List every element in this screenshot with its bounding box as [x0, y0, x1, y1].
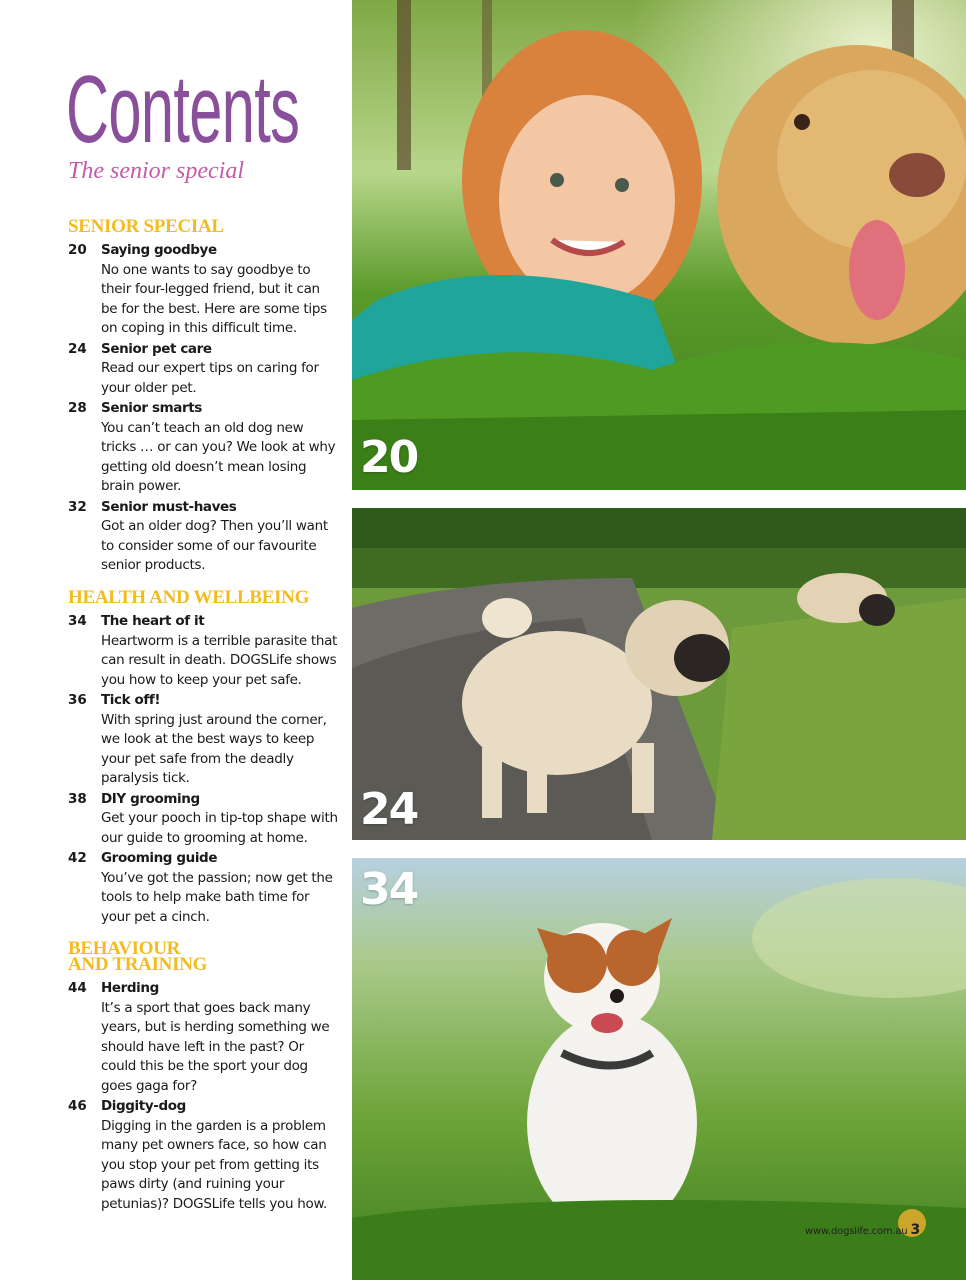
- page-number: 24: [68, 340, 87, 357]
- footer-page-number: 3: [910, 1222, 920, 1238]
- section-senior-special: [68, 216, 340, 577]
- contents-column: [0, 0, 352, 1280]
- toc-entry[interactable]: [68, 340, 340, 399]
- section-behaviour-and-training: [68, 938, 340, 1215]
- entry-title: Saying goodbye: [101, 242, 217, 258]
- toc-entry[interactable]: [68, 979, 340, 1096]
- footer-url[interactable]: www.dogslife.com.au: [805, 1226, 908, 1237]
- entry-title: Diggity-dog: [101, 1098, 186, 1114]
- entry-title: Senior must-haves: [101, 498, 237, 515]
- entry-description: Heartworm is a terrible parasite that can result in death. DOGSLife shows you how to keep your pet safe.: [101, 632, 338, 688]
- page-footer: [805, 1222, 920, 1238]
- entry-title: Herding: [101, 980, 159, 996]
- entry-title: Tick off!: [101, 692, 161, 708]
- toc-entry[interactable]: [68, 399, 340, 497]
- toc-entry[interactable]: [68, 691, 340, 789]
- page-number: 46: [68, 1098, 87, 1114]
- toc-entry[interactable]: [68, 849, 340, 927]
- page-badge: 20: [360, 432, 418, 483]
- section-heading: [68, 938, 340, 975]
- page-number: 28: [68, 400, 87, 416]
- section-heading-line-2: AND TRAINING: [68, 954, 208, 975]
- entry-description: You’ve got the passion; now get the tools to help make bath time for your pet a cinch.: [101, 869, 333, 925]
- toc-entry[interactable]: [68, 498, 340, 576]
- entry-description: You can’t teach an old dog new tricks … or can you? We look at why getting old doesn’t mean losing brain power.: [101, 419, 336, 494]
- entry-title: Senior pet care: [101, 340, 212, 357]
- entry-title: Senior smarts: [101, 400, 202, 416]
- page-subtitle: The senior special: [68, 158, 244, 184]
- entry-description: It’s a sport that goes back many years, but is herding something we should have left in the past? Or could this be the sport your dog goes gaga for?: [101, 999, 330, 1094]
- entry-description: Got an older dog? Then you’ll want to consider some of our favourite senior products.: [101, 518, 328, 573]
- photo-illustration: [352, 0, 966, 490]
- section-heading: SENIOR SPECIAL: [68, 216, 224, 237]
- page-title: Contents: [66, 56, 300, 163]
- entry-description: No one wants to say goodbye to their four-legged friend, but it can be for the best. Here are some tips on coping in this difficult time.: [101, 261, 327, 336]
- section-health-and-wellbeing: [68, 587, 340, 928]
- entry-description: With spring just around the corner, we look at the best ways to keep your pet safe from the deadly paralysis tick.: [101, 711, 327, 786]
- entry-description: Get your pooch in tip-top shape with our guide to grooming at home.: [101, 810, 338, 846]
- toc-entry[interactable]: [68, 612, 340, 690]
- page-number: 38: [68, 790, 87, 807]
- page-number: 32: [68, 498, 87, 515]
- toc-entry[interactable]: [68, 1097, 340, 1214]
- page-number: 20: [68, 242, 87, 258]
- section-heading-line-1: BEHAVIOUR: [68, 938, 181, 959]
- page-badge: 34: [360, 864, 418, 915]
- page-number: 44: [68, 980, 87, 996]
- entry-title: Grooming guide: [101, 850, 218, 866]
- page-number: 42: [68, 850, 87, 866]
- entry-title: DIY grooming: [101, 790, 200, 807]
- pugs-on-path-photo[interactable]: [352, 508, 966, 840]
- photo-illustration: [352, 508, 966, 840]
- entry-description: Read our expert tips on caring for your older pet.: [101, 360, 319, 396]
- toc-entry[interactable]: [68, 241, 340, 339]
- page-badge: 24: [360, 784, 418, 835]
- jack-russell-running-photo[interactable]: [352, 858, 966, 1280]
- entry-description: Digging in the garden is a problem many pet owners face, so how can you stop your pet from getting its paws dirty (and ruining your petunias)? DOGSLife tells you how.: [101, 1117, 327, 1212]
- page-number: 36: [68, 692, 87, 708]
- page-number: 34: [68, 613, 87, 629]
- girl-with-golden-retriever-photo[interactable]: [352, 0, 966, 490]
- entry-title: The heart of it: [101, 613, 205, 629]
- photo-illustration: [352, 858, 966, 1280]
- section-heading: HEALTH AND WELLBEING: [68, 587, 310, 608]
- toc-entry[interactable]: [68, 790, 340, 849]
